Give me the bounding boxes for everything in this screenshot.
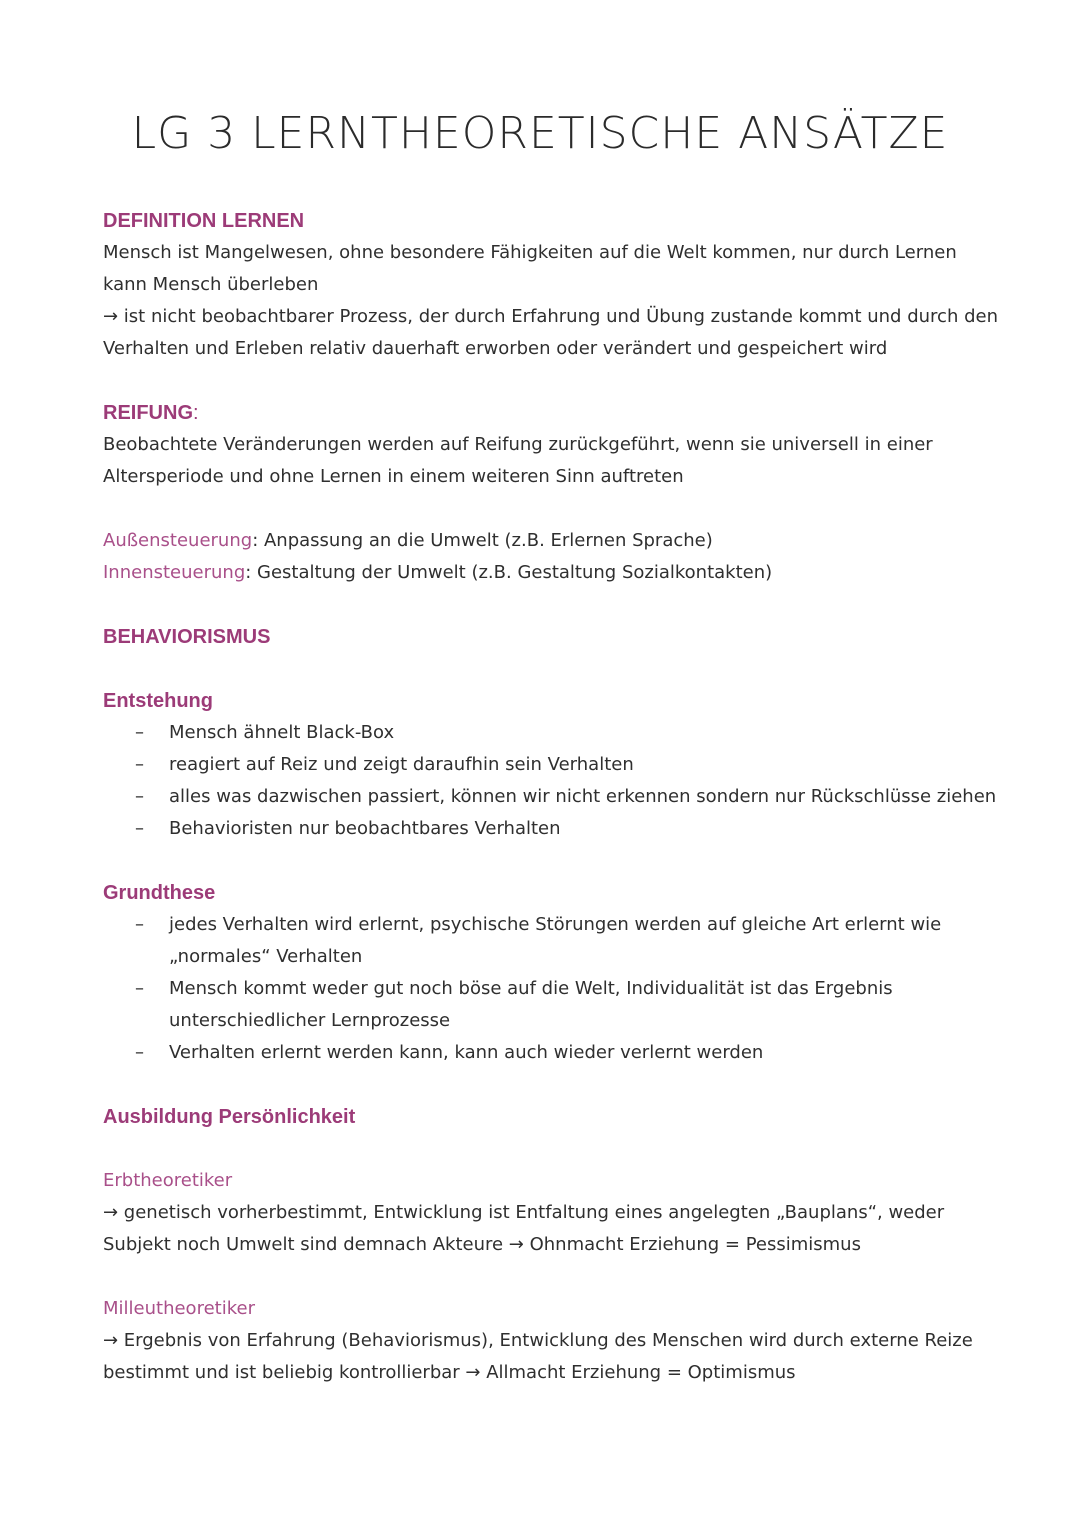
reifung-line: Altersperiode und ohne Lernen in einem weiteren Sinn auftreten xyxy=(103,466,684,487)
milleutheoretiker-line: bestimmt und ist beliebig kontrollierbar → Allmacht Erziehung = Optimismus xyxy=(103,1362,796,1383)
spacer xyxy=(103,589,1003,621)
reifung-heading-text: REIFUNG xyxy=(103,402,193,424)
document-body xyxy=(103,205,1003,1389)
spacer xyxy=(103,365,1003,397)
list-marker: – xyxy=(135,754,144,775)
entstehung-heading: Entstehung xyxy=(103,690,213,712)
page-title: LG 3 LERNTHEORETISCHE ANSÄTZE xyxy=(131,108,949,159)
list-item-text: Mensch kommt weder gut noch böse auf die Welt, Individualität ist das Ergebnis xyxy=(169,978,893,999)
reifung-heading xyxy=(103,397,1003,429)
spacer xyxy=(103,1133,1003,1165)
list-marker: – xyxy=(135,978,144,999)
spacer xyxy=(103,845,1003,877)
milleutheoretiker-heading: Milleutheoretiker xyxy=(103,1298,255,1319)
persoenlichkeit-heading: Ausbildung Persönlichkeit xyxy=(103,1106,356,1128)
milleutheoretiker-line: → Ergebnis von Erfahrung (Behaviorismus), Entwicklung des Menschen wird durch externe Reize xyxy=(103,1330,973,1351)
erbtheoretiker-line: Subjekt noch Umwelt sind demnach Akteure → Ohnmacht Erziehung = Pessimismus xyxy=(103,1234,861,1255)
definition-line: Verhalten und Erleben relativ dauerhaft erworben oder verändert und gespeichert wird xyxy=(103,338,888,359)
list-item-text-cont: unterschiedlicher Lernprozesse xyxy=(169,1010,451,1031)
list-item xyxy=(103,973,1003,1037)
list-marker: – xyxy=(135,786,144,807)
erbtheoretiker-line: → genetisch vorherbestimmt, Entwicklung ist Entfaltung eines angelegten „Bauplans“, weder xyxy=(103,1202,945,1223)
innensteuerung-term: Innensteuerung xyxy=(103,562,246,583)
aussensteuerung-term: Außensteuerung xyxy=(103,530,253,551)
list-item xyxy=(103,781,1003,813)
grundthese-heading: Grundthese xyxy=(103,882,216,904)
behaviorismus-heading: BEHAVIORISMUS xyxy=(103,626,271,648)
list-item-text-cont: „normales“ Verhalten xyxy=(169,946,363,967)
list-item-text: Verhalten erlernt werden kann, kann auch wieder verlernt werden xyxy=(169,1042,764,1063)
aussensteuerung-line xyxy=(103,525,1003,557)
list-item xyxy=(103,717,1003,749)
list-item-text: reagiert auf Reiz und zeigt daraufhin sein Verhalten xyxy=(169,754,634,775)
list-item-text: Behavioristen nur beobachtbares Verhalten xyxy=(169,818,561,839)
spacer xyxy=(103,493,1003,525)
spacer xyxy=(103,1261,1003,1293)
list-item-text: jedes Verhalten wird erlernt, psychische Störungen werden auf gleiche Art erlernt wie xyxy=(169,914,942,935)
list-item xyxy=(103,1037,1003,1069)
definition-heading: DEFINITION LERNEN xyxy=(103,210,305,232)
list-item-text: Mensch ähnelt Black-Box xyxy=(169,722,395,743)
innensteuerung-text: : Gestaltung der Umwelt (z.B. Gestaltung Sozialkontakten) xyxy=(245,562,773,583)
reifung-line: Beobachtete Veränderungen werden auf Reifung zurückgeführt, wenn sie universell in einer xyxy=(103,434,933,455)
list-marker: – xyxy=(135,914,144,935)
list-marker: – xyxy=(135,722,144,743)
list-item xyxy=(103,749,1003,781)
list-marker: – xyxy=(135,1042,144,1063)
spacer xyxy=(103,1069,1003,1101)
innensteuerung-line xyxy=(103,557,1003,589)
erbtheoretiker-heading: Erbtheoretiker xyxy=(103,1170,233,1191)
grundthese-list xyxy=(103,909,1003,1069)
definition-line: kann Mensch überleben xyxy=(103,274,319,295)
definition-line: Mensch ist Mangelwesen, ohne besondere Fähigkeiten auf die Welt kommen, nur durch Lernen xyxy=(103,242,957,263)
list-marker: – xyxy=(135,818,144,839)
definition-line: → ist nicht beobachtbarer Prozess, der durch Erfahrung und Übung zustande kommt und durch den xyxy=(103,306,998,327)
list-item-text: alles was dazwischen passiert, können wir nicht erkennen sondern nur Rückschlüsse ziehen xyxy=(169,786,997,807)
aussensteuerung-text: : Anpassung an die Umwelt (z.B. Erlernen Sprache) xyxy=(252,530,713,551)
list-item xyxy=(103,909,1003,973)
spacer xyxy=(103,653,1003,685)
list-item xyxy=(103,813,1003,845)
reifung-heading-colon: : xyxy=(193,402,199,424)
entstehung-list xyxy=(103,717,1003,845)
